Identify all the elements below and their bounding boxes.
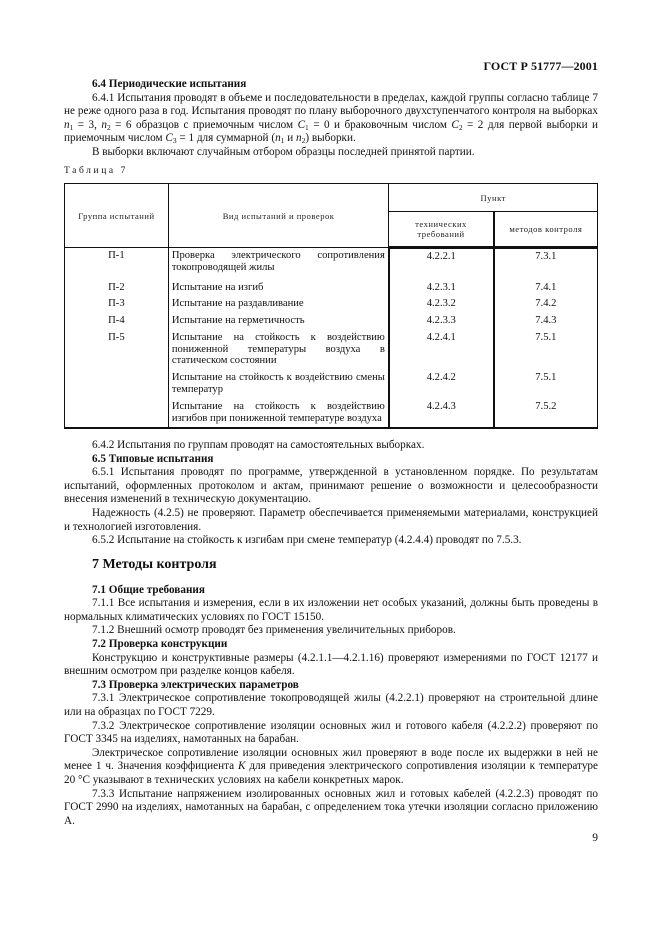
paragraph-6-5-2: 6.5.2 Испытание на стойкость к изгибам при смене температур (4.2.4.4) проводят по 7.5.3.	[92, 534, 522, 547]
section-6-4	[64, 78, 598, 160]
section-7-2-title: 7.2 Проверка конструкции	[92, 637, 228, 650]
paragraph-7-3-3: 7.3.3 Испытание напряжением изолированных основных жил и готовых кабелей (4.2.2.3) проводят по ГОСТ 2990 на изделиях, намотанных на барабан, с определением тока утечки изоляции согласно приложению А.	[64, 787, 598, 827]
table-row: Испытание на стойкость к воздействию изгибов при пониженной температуре воздуха 4.2.4.3 7.5.2	[65, 399, 598, 429]
table-7	[64, 183, 598, 429]
table-row: П-5 Испытание на стойкость к воздействию пониженной температуры воздуха в статическом состоянии 4.2.4.1 7.5.1	[65, 330, 598, 370]
section-7-title: 7 Методы контроля	[92, 557, 217, 572]
section-6-5	[64, 439, 598, 548]
header-group: Группа испытаний	[65, 184, 169, 248]
paragraph-7-2: Конструкцию и конструктивные размеры (4.2.1.1—4.2.1.16) проверяют измерениями по ГОСТ 12177 и внешним осмотром при разделке концов кабеля.	[64, 651, 598, 678]
header-methods: методов контроля	[494, 212, 598, 248]
table-row: П-4 Испытание на герметичность 4.2.3.3 7.4.3	[65, 313, 598, 330]
paragraph-7-3-2-b: Электрическое сопротивление изоляции основных жил проверяют в воде после их выдержки в ней не менее 1 ч. Значения коэффициента K для приведения электрического сопротивления изоляции к температуре 20 °С указывают в технических условиях на кабели конкретных марок.	[64, 746, 598, 786]
section-6-4-title: 6.4 Периодические испытания	[92, 78, 247, 90]
paragraph-6-4-1: 6.4.1 Испытания проводят в объеме и последовательности в пределах, каждой группы согласно таблице 7 не реже одного раза в год. Испытания проводят по плану выборочного двухступенчатого контроля на выборках $n_1 = 3$, $n_2 = 6$ образцов с приемочным числом $C_1 = 0$ и браковочным числом $C_2 = 2$ для первой выборки и приемочным числом $C_3 = 1$ для суммарной ($n_1$ и $n_2$) выборки.	[64, 91, 599, 146]
header-tech: технических требований	[389, 212, 494, 248]
paragraph-6-5-1: 6.5.1 Испытания проводят по программе, утвержденной в установленном порядке. По результатам испытаний, оформленных протоколом и актам, принимают решение о возможности и целесообразности внесения изменений в техническую документацию.	[64, 466, 598, 506]
section-6-5-title: 6.5 Типовые испытания	[92, 452, 214, 465]
paragraph-7-3-2: 7.3.2 Электрическое сопротивление изоляции основных жил и готового кабеля (4.2.2.2) проверяют по ГОСТ 3345 на изделиях, намотанных на барабан.	[64, 719, 598, 746]
document-code: ГОСТ Р 51777—2001	[483, 59, 598, 73]
paragraph-7-1-2: 7.1.2 Внешний осмотр проводят без применения увеличительных приборов.	[92, 624, 456, 637]
section-7-3-title: 7.3 Проверка электрических параметров	[92, 678, 299, 691]
section-7	[64, 558, 598, 828]
paragraph-6-5-1-b: Надежность (4.2.5) не проверяют. Параметр обеспечивается применяемыми материалами, конструкцией и технологией изготовления.	[64, 506, 598, 533]
paragraph-6-4-1-b: В выборки включают случайным отбором образцы последней принятой партии.	[92, 145, 475, 158]
paragraph-7-1-1: 7.1.1 Все испытания и измерения, если в их изложении нет особых указаний, должны быть проведены в нормальных климатических условиях по ГОСТ 15150.	[64, 597, 598, 623]
table-row: П-3 Испытание на раздавливание 4.2.3.2 7.4.2	[65, 296, 598, 313]
paragraph-6-4-2: 6.4.2 Испытания по группам проводят на самостоятельных выборках.	[92, 439, 425, 451]
header-punkt: Пункт	[389, 184, 598, 212]
page-number: 9	[592, 832, 598, 844]
paragraph-7-3-1: 7.3.1 Электрическое сопротивление токопроводящей жилы (4.2.2.1) проверяют на строительной длине или на образцах по ГОСТ 7229.	[64, 692, 598, 718]
section-7-1-title: 7.1 Общие требования	[92, 583, 205, 596]
table-row: П-1 Проверка электрического сопротивления токопроводящей жилы 4.2.2.1 7.3.1	[65, 248, 598, 280]
header-kind: Вид испытаний и проверок	[168, 184, 389, 248]
table-row: Испытание на стойкость к воздействию смены температур 4.2.4.2 7.5.1	[65, 370, 598, 399]
table-row: П-2 Испытание на изгиб 4.2.3.1 7.4.1	[65, 280, 598, 297]
table-caption: Таблица 7	[64, 166, 129, 176]
